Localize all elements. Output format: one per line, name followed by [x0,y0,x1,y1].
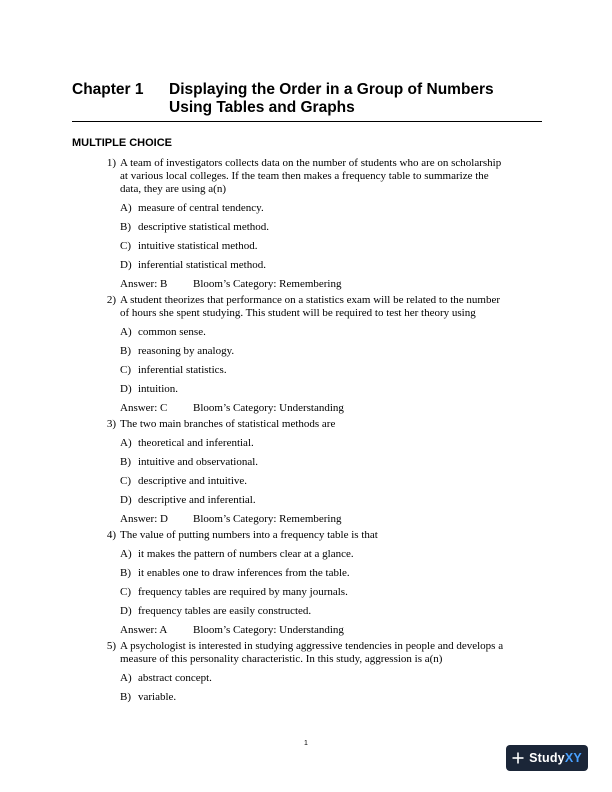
option-text: intuitive statistical method. [138,240,258,252]
option-text: frequency tables are required by many journals. [138,586,348,598]
brand-part-2: XY [564,751,582,765]
section-heading: MULTIPLE CHOICE [72,137,173,149]
question-text-line: A psychologist is interested in studying aggressive tendencies in people and develops a [120,640,504,652]
question-text-line: The two main branches of statistical methods are [120,418,336,430]
option-letter: B) [120,691,131,703]
option-text: descriptive statistical method. [138,221,270,233]
option-text: descriptive and intuitive. [138,475,248,487]
question-text-line: A student theorizes that performance on a statistics exam will be related to the number [120,294,500,306]
question-2 [100,294,545,415]
question-text [120,418,545,431]
option-text: theoretical and inferential. [138,437,254,449]
option-c [120,586,545,599]
option-d [120,494,545,507]
option-letter: B) [120,221,131,233]
answer-key: Answer: B [120,278,168,290]
option-c [120,240,545,253]
option-letter: A) [120,548,132,560]
option-c [120,364,545,377]
option-text: inferential statistical method. [138,259,266,271]
option-text: intuition. [138,383,179,395]
question-text-line: of hours she spent studying. This student will be required to test her theory using [120,307,476,319]
option-letter: A) [120,672,132,684]
option-a [120,437,545,450]
option-letter: C) [120,586,131,598]
option-letter: D) [120,494,132,506]
option-a [120,202,545,215]
option-letter: C) [120,364,131,376]
option-letter: A) [120,202,132,214]
option-text: it enables one to draw inferences from the table. [138,567,350,579]
question-list [100,157,545,707]
answer-key: Answer: A [120,624,168,636]
header-divider [72,121,542,122]
option-text: measure of central tendency. [138,202,264,214]
option-text: variable. [138,691,177,703]
page-number: 1 [304,740,308,747]
option-letter: B) [120,567,131,579]
option-letter: A) [120,437,132,449]
option-letter: A) [120,326,132,338]
option-text: descriptive and inferential. [138,494,256,506]
question-number: 1) [106,157,116,169]
option-b [120,345,545,358]
option-letter: D) [120,259,132,271]
question-text-line: A team of investigators collects data on the number of students who are on scholarship [120,157,502,169]
option-letter: B) [120,345,131,357]
studyxy-logo-text [529,751,582,765]
option-d [120,605,545,618]
option-text: intuitive and observational. [138,456,259,468]
question-number: 4) [106,529,116,541]
bloom-category: Bloom’s Category: Understanding [193,624,344,636]
chapter-title-line: Displaying the Order in a Group of Numbers [169,81,494,98]
chapter-title [169,81,549,117]
chapter-label: Chapter 1 [72,81,144,98]
option-a [120,548,545,561]
bloom-category: Bloom’s Category: Understanding [193,402,344,414]
chapter-title-line: Using Tables and Graphs [169,99,355,116]
option-a [120,326,545,339]
brand-part-1: Study [529,751,565,765]
question-text [120,157,545,196]
option-text: inferential statistics. [138,364,227,376]
option-text: reasoning by analogy. [138,345,235,357]
answer-line [120,402,545,415]
answer-line [120,278,545,291]
option-text: it makes the pattern of numbers clear at a glance. [138,548,354,560]
option-b [120,567,545,580]
option-b [120,691,545,704]
option-a [120,672,545,685]
option-letter: D) [120,383,132,395]
option-b [120,456,545,469]
studyxy-badge[interactable] [506,745,588,771]
question-text-line: The value of putting numbers into a frequency table is that [120,529,378,541]
option-letter: C) [120,240,131,252]
bloom-category: Bloom’s Category: Remembering [193,513,342,525]
option-d [120,259,545,272]
option-text: abstract concept. [138,672,212,684]
question-text [120,529,545,542]
answer-key: Answer: C [120,402,168,414]
plus-icon [512,752,524,764]
question-text-line: measure of this personality characteristic. In this study, aggression is a(n) [120,653,443,665]
answer-line [120,513,545,526]
option-letter: D) [120,605,132,617]
question-3 [100,418,545,526]
question-number: 5) [106,640,116,652]
question-text-line: at various local colleges. If the team then makes a frequency table to summarize the [120,170,489,182]
question-4 [100,529,545,637]
option-d [120,383,545,396]
option-letter: B) [120,456,131,468]
answer-key: Answer: D [120,513,168,525]
chapter-header [72,81,542,121]
question-number: 2) [106,294,116,306]
bloom-category: Bloom’s Category: Remembering [193,278,342,290]
option-b [120,221,545,234]
answer-line [120,624,545,637]
question-1 [100,157,545,291]
question-number: 3) [106,418,116,430]
question-text [120,640,545,666]
question-5 [100,640,545,704]
option-text: frequency tables are easily constructed. [138,605,312,617]
question-text [120,294,545,320]
question-text-line: data, they are using a(n) [120,183,226,195]
option-c [120,475,545,488]
option-letter: C) [120,475,131,487]
option-text: common sense. [138,326,206,338]
